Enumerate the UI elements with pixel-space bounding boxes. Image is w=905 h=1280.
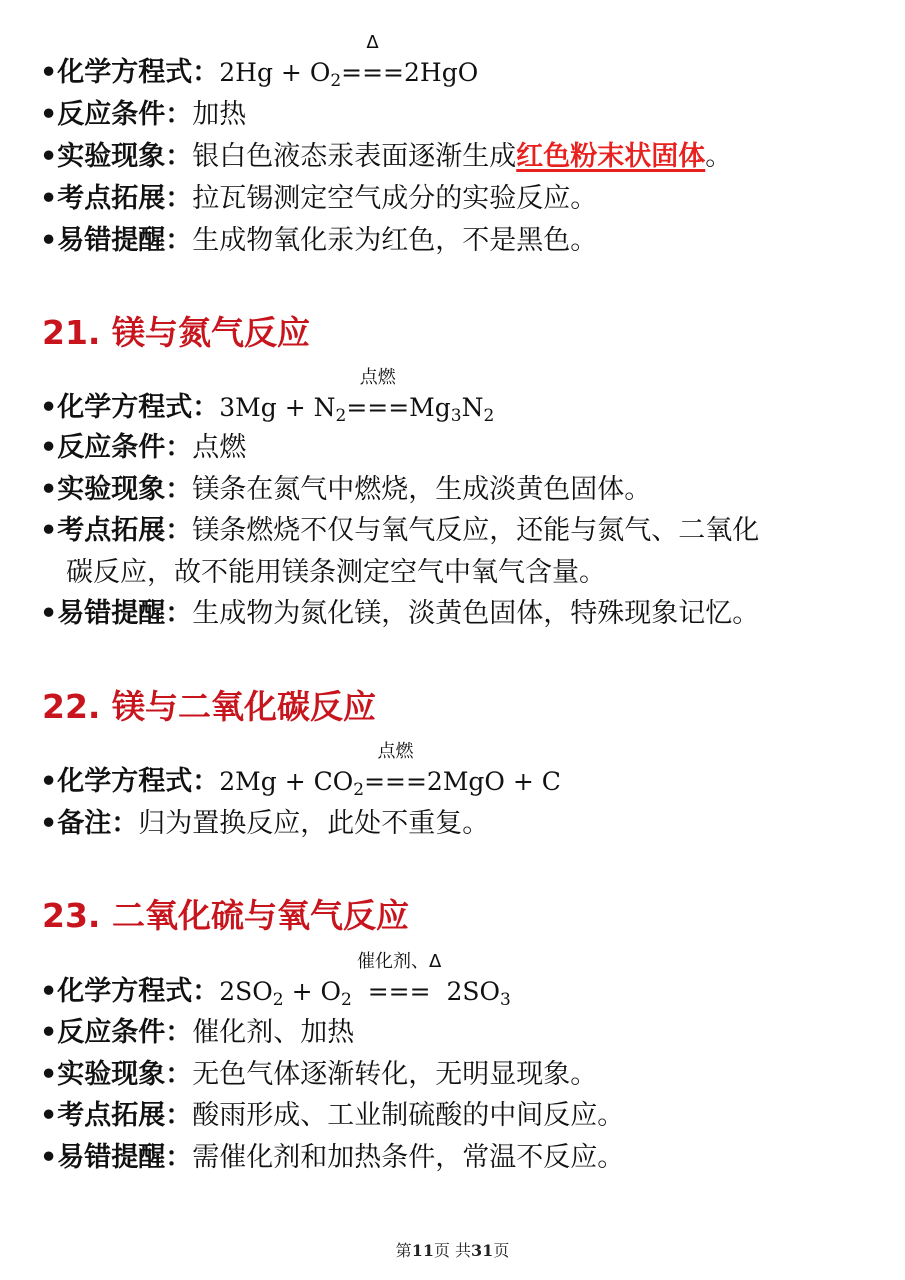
extension-value: 拉瓦锡测定空气成分的实验反应。 xyxy=(192,183,598,214)
eq-left: 2SO xyxy=(219,977,273,1006)
eq-right: 2SO xyxy=(446,977,500,1006)
equation-line xyxy=(40,367,495,428)
phenomenon-end: 。 xyxy=(705,141,733,172)
bullet: • xyxy=(40,1142,58,1173)
warning-value: 需催化剂和加热条件，常温不反应。 xyxy=(192,1142,625,1173)
section-heading: 22. 镁与二氧化碳反应 xyxy=(42,687,376,726)
eq-left: 3Mg + N xyxy=(219,393,336,422)
condition-value: 催化剂、加热 xyxy=(192,1017,355,1048)
extension-line xyxy=(40,511,759,551)
eq-right: 2MgO + C xyxy=(426,767,561,796)
equation xyxy=(219,951,511,1010)
bullet: • xyxy=(40,99,58,130)
phenomenon-line xyxy=(40,1055,597,1095)
bullet: • xyxy=(40,598,58,629)
eq-subscript: 2 xyxy=(340,990,352,1010)
bullet: • xyxy=(40,976,58,1007)
footer-text: 第 xyxy=(395,1241,412,1260)
equation-line xyxy=(40,741,561,802)
reaction-arrow: 催化剂、Δ === xyxy=(356,951,442,1006)
bullet: • xyxy=(40,808,58,839)
phenomenon-line xyxy=(40,470,651,510)
note-label: 备注： xyxy=(57,808,139,839)
equation-label: 化学方程式： xyxy=(57,57,220,88)
warning-label: 易错提醒： xyxy=(57,225,193,256)
eq-right: N xyxy=(461,393,484,422)
eq-subscript: 3 xyxy=(499,990,511,1010)
condition-label: 反应条件： xyxy=(57,1017,193,1048)
eq-subscript: 2 xyxy=(353,780,365,800)
warning-value: 生成物氧化汞为红色，不是黑色。 xyxy=(192,225,598,256)
phenomenon-label: 实验现象： xyxy=(57,141,193,172)
phenomenon-value: 无色气体逐渐转化，无明显现象。 xyxy=(192,1059,598,1090)
warning-label: 易错提醒： xyxy=(57,1142,193,1173)
condition-label: 反应条件： xyxy=(57,432,193,463)
bullet: • xyxy=(40,225,58,256)
equation-line xyxy=(40,32,479,93)
extension-value: 镁条燃烧不仅与氧气反应，还能与氮气、二氧化 xyxy=(192,515,760,546)
equation xyxy=(219,741,561,800)
reaction-condition: Δ xyxy=(366,32,379,53)
phenomenon-label: 实验现象： xyxy=(57,1059,193,1090)
reaction-condition: 点燃 xyxy=(359,367,396,388)
equation xyxy=(219,367,495,426)
condition-line xyxy=(40,1013,354,1053)
bullet: • xyxy=(40,1100,58,1131)
bullet: • xyxy=(40,1059,58,1090)
eq-subscript: 2 xyxy=(335,406,347,426)
condition-label: 反应条件： xyxy=(57,99,193,130)
page-number: 11 xyxy=(411,1241,434,1260)
bullet: • xyxy=(40,474,58,505)
equation-label: 化学方程式： xyxy=(57,976,220,1007)
reaction-condition: 催化剂、Δ xyxy=(356,951,442,972)
warning-line xyxy=(40,221,597,261)
reaction-condition: 点燃 xyxy=(377,741,414,762)
note-value: 归为置换反应，此处不重复。 xyxy=(138,808,490,839)
extension-label: 考点拓展： xyxy=(57,1100,193,1131)
equation-label: 化学方程式： xyxy=(57,392,220,423)
section-heading: 21. 镁与氮气反应 xyxy=(42,313,310,352)
page-footer xyxy=(0,1238,905,1261)
phenomenon-value: 银白色液态汞表面逐渐生成 xyxy=(192,141,517,172)
footer-text: 页 xyxy=(493,1241,510,1260)
equation-line xyxy=(40,951,511,1012)
phenomenon-line xyxy=(40,137,732,177)
condition-value: 点燃 xyxy=(192,432,247,463)
eq-subscript: 3 xyxy=(450,406,462,426)
bullet: • xyxy=(40,57,58,88)
bullet: • xyxy=(40,432,58,463)
reaction-arrow: 点燃 === xyxy=(346,367,410,422)
extension-line xyxy=(40,1096,624,1136)
section-heading: 23. 二氧化硫与氧气反应 xyxy=(42,896,409,935)
reaction-arrow: 点燃 === xyxy=(364,741,427,796)
eq-subscript: 2 xyxy=(483,406,495,426)
eq-left: 2Mg + CO xyxy=(219,767,354,796)
warning-label: 易错提醒： xyxy=(57,598,193,629)
bullet: • xyxy=(40,1017,58,1048)
eq-left: 2Hg + O xyxy=(219,58,331,87)
reaction-arrow: Δ === xyxy=(341,32,404,87)
extension-value: 酸雨形成、工业制硫酸的中间反应。 xyxy=(192,1100,625,1131)
warning-line xyxy=(40,594,759,634)
warning-line xyxy=(40,1138,624,1178)
phenomenon-label: 实验现象： xyxy=(57,474,193,505)
bullet: • xyxy=(40,141,58,172)
eq-left: + O xyxy=(283,977,341,1006)
eq-right: 2HgO xyxy=(404,58,479,87)
bullet: • xyxy=(40,183,58,214)
extension-label: 考点拓展： xyxy=(57,183,193,214)
extension-continuation: 碳反应，故不能用镁条测定空气中氧气含量。 xyxy=(66,557,606,588)
extension-label: 考点拓展： xyxy=(57,515,193,546)
eq-subscript: 2 xyxy=(330,71,342,91)
note-line xyxy=(40,804,489,844)
phenomenon-value: 镁条在氮气中燃烧，生成淡黄色固体。 xyxy=(192,474,652,505)
condition-value: 加热 xyxy=(192,99,247,130)
footer-text: 页 共 xyxy=(433,1241,472,1260)
bullet: • xyxy=(40,392,58,423)
phenomenon-highlight: 红色粉末状固体 xyxy=(516,141,706,172)
equation-label: 化学方程式： xyxy=(57,766,220,797)
bullet: • xyxy=(40,515,58,546)
eq-subscript: 2 xyxy=(272,990,284,1010)
equation xyxy=(219,32,479,91)
bullet: • xyxy=(40,766,58,797)
eq-right: Mg xyxy=(409,393,451,422)
condition-line xyxy=(40,428,246,468)
condition-line xyxy=(40,95,246,135)
extension-line xyxy=(40,179,597,219)
warning-value: 生成物为氮化镁，淡黄色固体，特殊现象记忆。 xyxy=(192,598,760,629)
total-pages: 31 xyxy=(471,1241,494,1260)
